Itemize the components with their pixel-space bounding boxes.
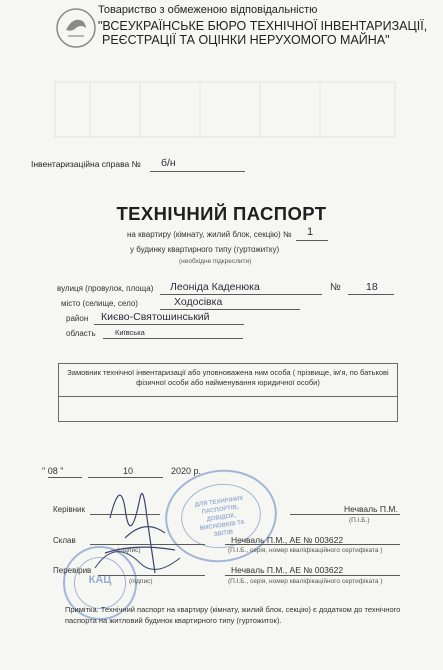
number-label: № <box>330 282 341 293</box>
street-value: Леоніда Каденюка <box>170 281 260 293</box>
city-label: місто (селище, село) <box>61 299 138 308</box>
bureau-logo <box>54 6 98 50</box>
checked-caption: (П.І.Б., серія, номер кваліфікаційного сертифіката ) <box>228 578 383 585</box>
customer-box-divider <box>59 396 397 397</box>
bureau-name <box>98 19 427 47</box>
object-prefix: на квартиру (кімнату, жилий блок, секцію) № <box>127 230 292 239</box>
date-day: " 08 " <box>42 466 64 476</box>
document-title: ТЕХНІЧНИЙ ПАСПОРТ <box>116 203 327 224</box>
city-value: Ходосівка <box>174 296 223 308</box>
compiled-signature-line <box>90 544 205 545</box>
object-number-underline <box>296 240 328 241</box>
checked-signature-line <box>98 575 205 576</box>
number-underline <box>348 294 394 295</box>
object-number: 1 <box>307 226 314 238</box>
compiled-name-line <box>225 544 400 545</box>
compiled-name: Нечваль П.М., АЕ № 003622 <box>231 535 344 545</box>
district-label: район <box>66 314 89 323</box>
head-label: Керівник <box>53 505 85 514</box>
stamp-center-text: ДЛЯ ТЕХНІЧНИХ ПАСПОРТІВ, ДОВІДОК, ВИСНОВКІВ ТА ЗВІТІВ <box>194 495 246 539</box>
customer-box <box>58 363 398 422</box>
object-line1 <box>127 230 292 239</box>
number-value: 18 <box>366 281 378 293</box>
head-signature-line <box>90 514 160 515</box>
checked-name-line <box>225 575 400 576</box>
object-line3: (необхідне підкреслити) <box>179 258 252 265</box>
region-label: область <box>66 329 96 338</box>
street-label: вулиця (провулок, площа) <box>57 284 154 293</box>
compiled-label: Склав <box>53 536 76 545</box>
compiled-sig-caption: (підпис) <box>117 547 141 554</box>
customer-box-text: Замовник технічної інвентаризації або уповноважена ним особа ( прізвище, ім'я, по батькові фізичної особи або найменування юридичної особи) <box>67 368 389 387</box>
footer-line2: паспорта на житловий будинок квартирного типу (гуртожиток). <box>65 616 282 625</box>
head-caption: (П.І.Б.) <box>349 517 370 524</box>
compiled-caption: (П.І.Б., серія, номер кваліфікаційного сертифіката ) <box>228 547 383 554</box>
footer-note <box>65 604 400 626</box>
head-name: Нечваль П.М. <box>344 504 398 514</box>
inventory-value: б/н <box>161 157 176 169</box>
checked-label: Перевірив <box>53 566 92 575</box>
object-line2: у будинку квартирного типу (гуртожитку) <box>130 245 280 254</box>
inventory-label: Інвентаризаційна справа № <box>31 159 141 169</box>
stamp-lower-text: КАЦ <box>88 574 112 586</box>
district-underline <box>94 324 244 325</box>
region-value: Київська <box>115 328 145 337</box>
org-type: Товариство з обмеженою відповідальністю <box>98 4 318 16</box>
region-underline <box>103 338 243 339</box>
date-month: 10 <box>123 466 134 476</box>
checked-sig-caption: (підпис) <box>129 578 153 585</box>
footer-line1: Примітка. Технічний паспорт на квартиру (кімнату, жилий блок, секцію) є додатком до технічного <box>65 605 401 614</box>
district-value: Києво-Святошинський <box>101 311 210 323</box>
inventory-underline <box>150 171 245 172</box>
bureau-name-line1: "ВСЕУКРАЇНСЬКЕ БЮРО ТЕХНІЧНОЇ ІНВЕНТАРИЗАЦІЇ, <box>98 19 428 33</box>
head-name-line <box>290 514 400 515</box>
city-underline <box>160 309 300 310</box>
street-underline <box>160 294 322 295</box>
bureau-name-line2: РЕЄСТРАЦІЇ ТА ОЦІНКИ НЕРУХОМОГО МАЙНА" <box>102 33 390 47</box>
date-year: 2020 р. <box>171 466 202 476</box>
signature-scrawl <box>85 478 205 588</box>
checked-name: Нечваль П.М., АЕ № 003622 <box>231 565 344 575</box>
date-day-underline <box>48 477 82 478</box>
